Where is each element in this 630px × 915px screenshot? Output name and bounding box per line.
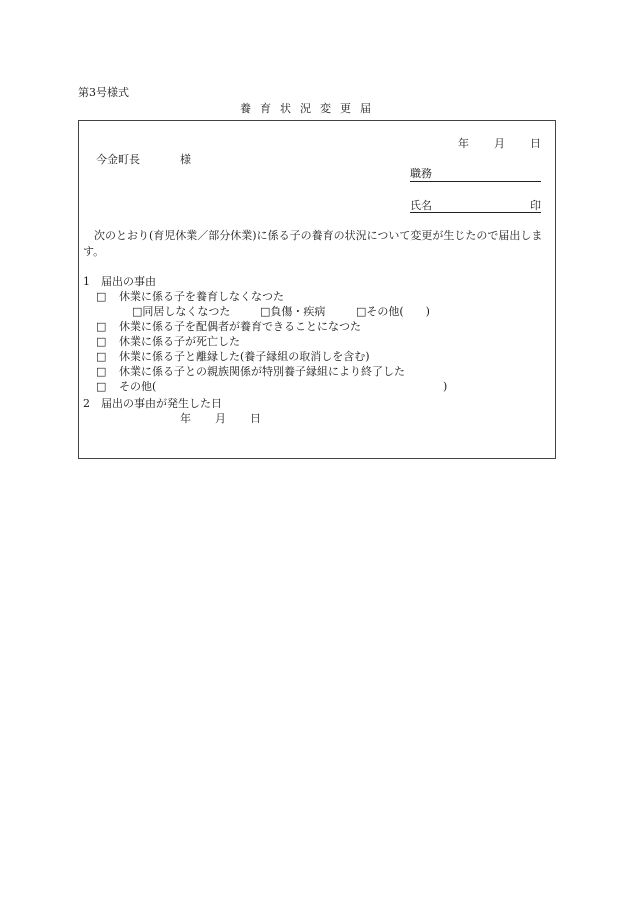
section2-heading: 2 届出の事由が発生した日	[83, 397, 222, 410]
item4-text: 休業に係る子と離縁した(養子縁組の取消しを含む)	[119, 350, 370, 363]
item5-checkbox[interactable]: □	[96, 365, 107, 378]
section2-day-label: 日	[250, 412, 261, 425]
date-month-label: 月	[494, 137, 505, 150]
item4-checkbox[interactable]: □	[96, 350, 107, 363]
sub-option-other[interactable]: □その他( )	[356, 305, 430, 318]
position-field[interactable]	[410, 181, 541, 182]
item3-text: 休業に係る子が死亡した	[119, 335, 240, 348]
section2-month-label: 月	[215, 412, 226, 425]
date-year-label: 年	[458, 137, 469, 150]
section1-heading: 1 届出の事由	[83, 275, 156, 288]
item6-checkbox[interactable]: □	[96, 380, 107, 393]
name-label: 氏名	[410, 199, 432, 212]
item1-checkbox[interactable]: □	[96, 290, 107, 303]
item6-text: その他(	[119, 380, 157, 393]
sub-option-injury-illness[interactable]: □負傷・疾病	[260, 305, 326, 318]
name-field[interactable]	[410, 212, 541, 213]
addressee-honorific: 様	[180, 153, 191, 166]
seal-mark: 印	[530, 199, 541, 212]
intro-paragraph: 次のとおり(育児休業／部分休業)に係る子の養育の状況について変更が生じたので届出します。	[83, 229, 543, 258]
addressee-name: 今金町長	[96, 153, 140, 166]
position-label: 職務	[410, 167, 432, 180]
item3-checkbox[interactable]: □	[96, 335, 107, 348]
item2-checkbox[interactable]: □	[96, 320, 107, 333]
item6-close-paren: )	[443, 380, 448, 393]
item5-text: 休業に係る子との親族関係が特別養子縁組により終了した	[119, 365, 405, 378]
item1-text: 休業に係る子を養育しなくなつた	[119, 290, 284, 303]
item2-text: 休業に係る子を配偶者が養育できることになつた	[119, 320, 361, 333]
form-title: 養育状況変更届	[240, 102, 380, 115]
sub-option-not-cohabiting[interactable]: □同居しなくなつた	[132, 305, 231, 318]
form-number: 第3号様式	[78, 86, 129, 99]
section2-year-label: 年	[180, 412, 191, 425]
date-day-label: 日	[530, 137, 541, 150]
